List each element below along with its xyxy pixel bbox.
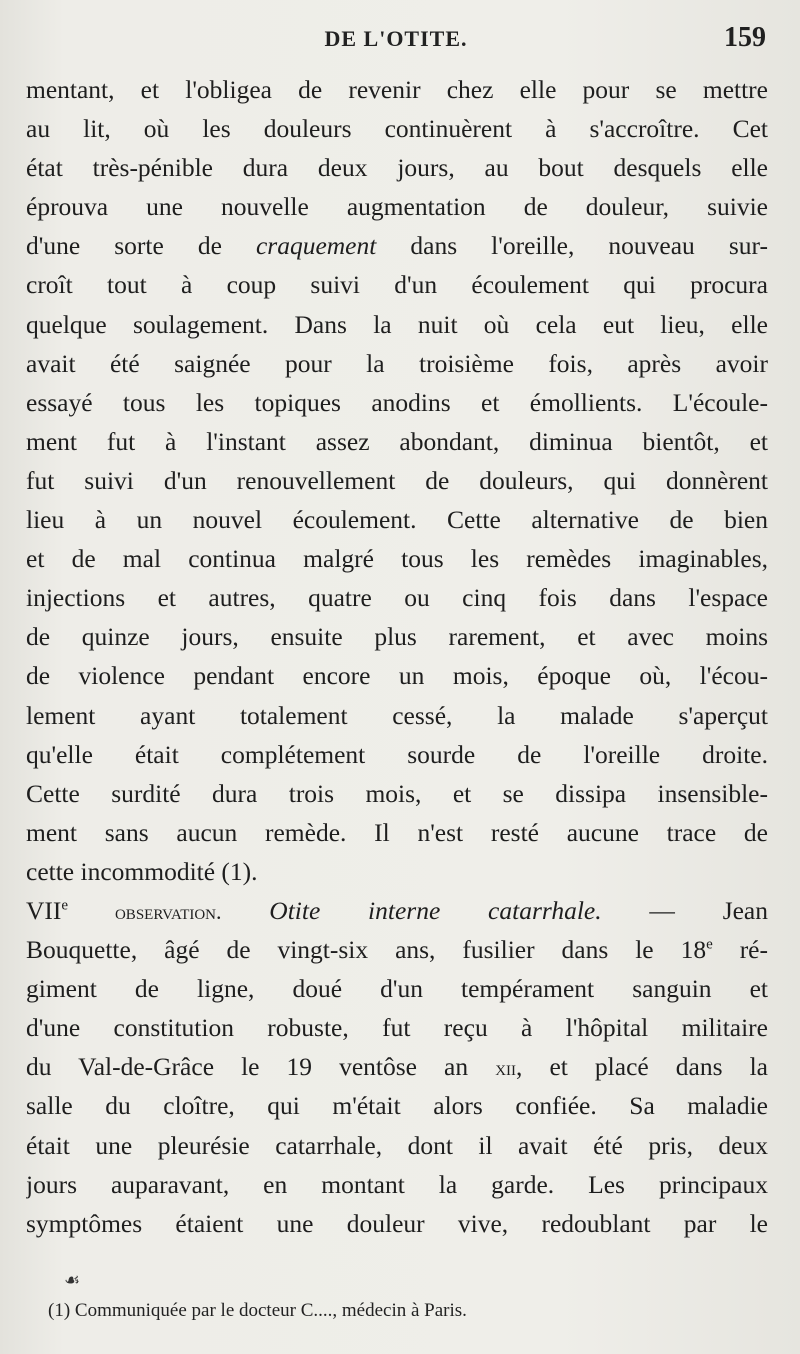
text-segment: salle du cloître, qui m'était alors confiée. Sa maladie xyxy=(26,1091,768,1121)
text-line xyxy=(26,187,768,226)
text-segment: observation. xyxy=(68,898,222,924)
text-line xyxy=(26,539,768,578)
text-line xyxy=(26,930,768,969)
text-segment xyxy=(222,896,270,925)
text-segment: dans l'oreille, nouveau sur- xyxy=(376,231,768,261)
text-line xyxy=(26,1008,768,1047)
text-segment: fut suivi d'un renouvellement de douleurs, qui donnèrent xyxy=(26,465,768,495)
text-segment: de violence pendant encore un mois, époque où, l'écou- xyxy=(26,661,768,691)
text-line xyxy=(26,1204,768,1243)
text-segment: , et placé dans la xyxy=(516,1052,768,1082)
text-line xyxy=(26,305,768,344)
text-segment: jours auparavant, en montant la garde. Les principaux xyxy=(26,1169,768,1199)
ornament-icon: ☙ xyxy=(64,1270,81,1291)
italic-text: Otite interne catarrhale. xyxy=(269,895,602,925)
text-line xyxy=(26,969,768,1008)
text-line xyxy=(26,813,768,852)
text-line xyxy=(26,461,768,500)
text-segment: injections et autres, quatre ou cinq fois dans l'espace xyxy=(26,583,768,613)
text-line xyxy=(26,422,768,461)
text-segment: qu'elle était complétement sourde de l'oreille droite. xyxy=(26,739,768,769)
text-line xyxy=(26,344,768,383)
running-title: DE L'OTITE. xyxy=(324,26,468,51)
footnote: (1) Communiquée par le docteur C...., médecin à Paris. xyxy=(48,1300,467,1321)
text-line xyxy=(26,109,768,148)
text-line xyxy=(26,696,768,735)
page-number: 159 xyxy=(724,22,766,53)
text-line xyxy=(26,226,768,265)
text-segment: quelque soulagement. Dans la nuit où cela eut lieu, elle xyxy=(26,309,768,339)
text-line xyxy=(26,148,768,187)
text-segment: au lit, où les douleurs continuèrent à s'accroître. Cet xyxy=(26,114,768,144)
text-line xyxy=(26,656,768,695)
text-segment: — Jean xyxy=(601,895,768,925)
text-line xyxy=(26,852,768,891)
text-segment: lieu à un nouvel écoulement. Cette alternative de bien xyxy=(26,505,768,535)
text-segment: mentant, et l'obligea de revenir chez elle pour se mettre xyxy=(26,75,768,104)
text-line xyxy=(26,774,768,813)
text-segment: symptômes étaient une douleur vive, redoublant par le xyxy=(26,1208,768,1238)
text-line xyxy=(26,383,768,422)
text-line xyxy=(26,1047,768,1086)
text-segment: giment de ligne, doué d'un tempérament sanguin et xyxy=(26,974,768,1004)
body-text xyxy=(26,70,768,1243)
text-line xyxy=(26,1126,768,1165)
text-segment: éprouva une nouvelle augmentation de douleur, suivie xyxy=(26,192,768,222)
text-segment: essayé tous les topiques anodins et émollients. L'écoule- xyxy=(26,387,768,417)
text-segment: état très-pénible dura deux jours, au bout desquels elle xyxy=(26,153,768,183)
text-segment: était une pleurésie catarrhale, dont il avait été pris, deux xyxy=(26,1130,768,1160)
text-segment: Cette surdité dura trois mois, et se dissipa insensible- xyxy=(26,778,768,808)
text-segment: ré- xyxy=(712,935,768,965)
text-segment: Bouquette, âgé de vingt-six ans, fusilier dans le 18 xyxy=(26,935,707,965)
text-segment: croît tout à coup suivi d'un écoulement qui procura xyxy=(26,270,768,300)
text-line xyxy=(26,265,768,304)
text-segment: ment sans aucun remède. Il n'est resté aucune trace de xyxy=(26,817,768,847)
text-segment: avait été saignée pour la troisième fois, après avoir xyxy=(26,348,768,378)
text-segment: et de mal continua malgré tous les remèdes imaginables, xyxy=(26,544,768,574)
text-segment: d'une constitution robuste, fut reçu à l'hôpital militaire xyxy=(26,1013,768,1043)
page-header xyxy=(26,18,766,58)
text-line xyxy=(26,578,768,617)
italic-text: craquement xyxy=(255,231,377,261)
text-segment: VII xyxy=(26,895,62,925)
text-line xyxy=(26,1086,768,1125)
text-segment: lement ayant totalement cessé, la malade s'aperçut xyxy=(26,700,768,730)
text-line xyxy=(26,617,768,656)
text-line xyxy=(26,891,768,930)
superscript: e xyxy=(61,897,69,914)
text-segment: du Val-de-Grâce le 19 ventôse an xyxy=(26,1052,496,1082)
text-segment: xii xyxy=(495,1055,517,1081)
text-segment: d'une sorte de xyxy=(26,231,256,261)
text-line xyxy=(26,70,768,109)
text-segment: ment fut à l'instant assez abondant, diminua bientôt, et xyxy=(26,426,768,456)
text-line xyxy=(26,1165,768,1204)
text-segment: cette incommodité (1). xyxy=(26,856,258,886)
text-segment: de quinze jours, ensuite plus rarement, et avec moins xyxy=(26,622,768,652)
superscript: e xyxy=(706,936,713,953)
text-line xyxy=(26,500,768,539)
text-line xyxy=(26,735,768,774)
